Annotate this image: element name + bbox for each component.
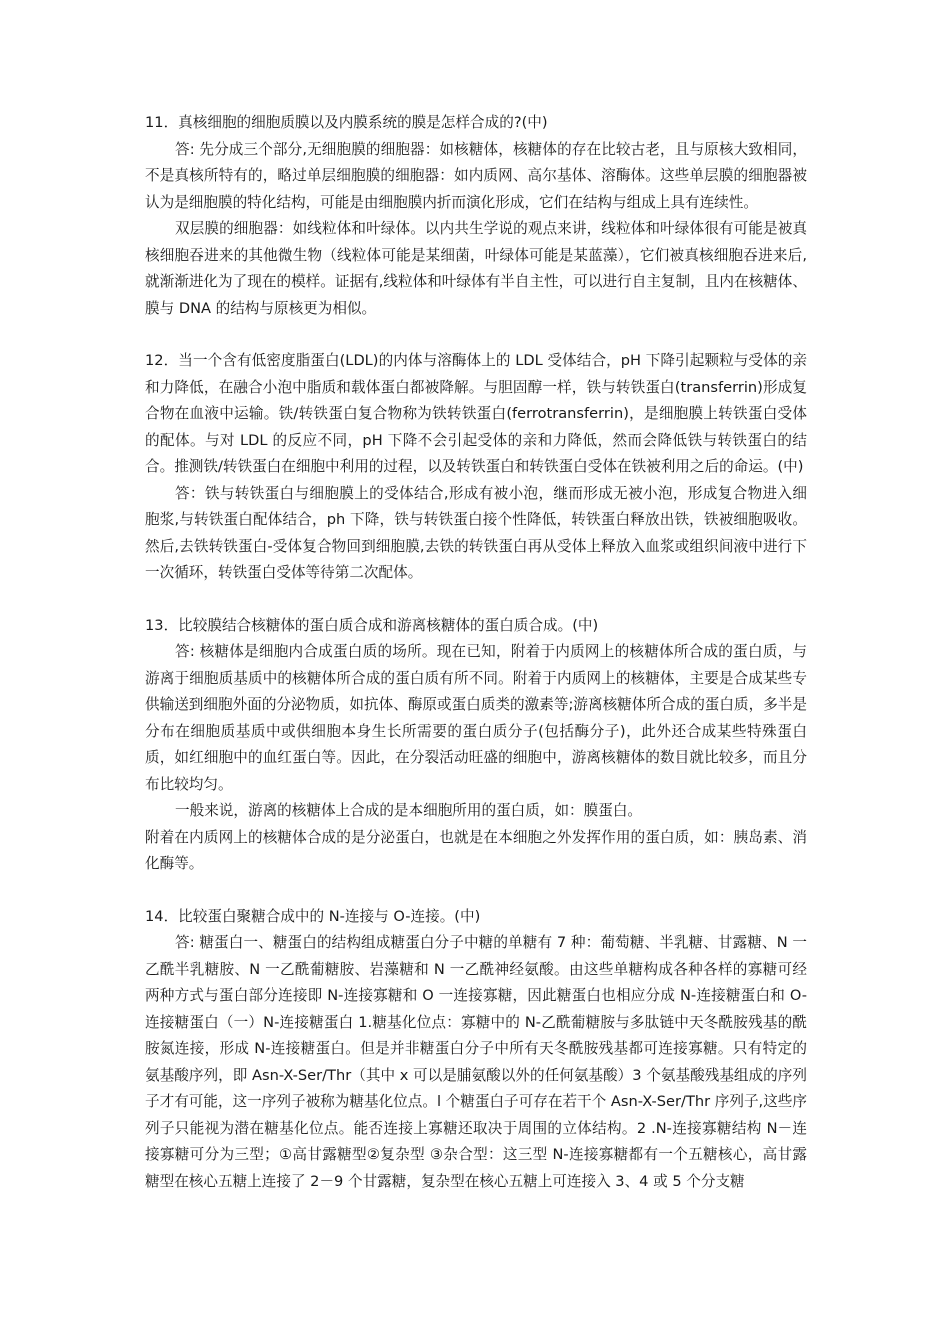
- question-14-title: 14．比较蛋白聚糖合成中的 N-连接与 O-连接。(中): [145, 907, 481, 925]
- question-14-section: [145, 904, 807, 1196]
- question-13-title: 13．比较膜结合核糖体的蛋白质合成和游离核糖体的蛋白质合成。(中): [145, 616, 599, 634]
- question-12-section: [145, 348, 807, 587]
- answer-11-paragraph-1: 答: 先分成三个部分,无细胞膜的细胞器：如核糖体，核糖体的存在比较古老，且与原核大致相同，不是真核所特有的，略过单层细胞膜的细胞器：如内质网、高尔基体、溶酶体。这些单层膜的细胞器被认为是细胞膜的特化结构，可能是由细胞膜内折而演化形成，它们在结构与组成上具有连续性。: [145, 140, 807, 211]
- question-11-section: [145, 110, 807, 322]
- answer-14-paragraph-1: 答: 糖蛋白一、糖蛋白的结构组成糖蛋白分子中糖的单糖有 7 种：葡萄糖、半乳糖、甘露糖、N 一乙酰半乳糖胺、N 一乙酰葡糖胺、岩藻糖和 N 一乙酰神经氨酸。由这些单糖构成各种各样的寡糖可经两种方式与蛋白部分连接即 N-连接寡糖和 O 一连接寡糖，因此糖蛋白也相应分成 N-连接糖蛋白和 O-连接糖蛋白（一）N-连接糖蛋白 1.糖基化位点：寡糖中的 N-乙酰葡糖胺与多肽链中天冬酰胺残基的酰胺氮连接，形成 N-连接糖蛋白。但是并非糖蛋白分子中所有天冬酰胺残基都可连接寡糖。只有特定的氨基酸序列，即 Asn-X-Ser/Thr（其中 x 可以是脯氨酸以外的任何氨基酸）3 个氨基酸残基组成的序列子才有可能，这一序列子被称为糖基化位点。l 个糖蛋白子可存在若干个 Asn-X-Ser/Thr 序列子,这些序列子只能视为潜在糖基化位点。能否连接上寡糖还取决于周围的立体结构。2 .N-连接寡糖结构 N－连接寡糖可分为三型；①高甘露糖型②复杂型 ③杂合型：这三型 N-连接寡糖都有一个五糖核心，高甘露糖型在核心五糖上连接了 2－9 个甘露糖，复杂型在核心五糖上可连接入 3、4 或 5 个分支糖: [145, 934, 807, 1190]
- question-12-title: 12．当一个含有低密度脂蛋白(LDL)的内体与溶酶体上的 LDL 受体结合，pH 下降引起颗粒与受体的亲和力降低，在融合小泡中脂质和载体蛋白都被降解。与胆固醇一样，铁与转铁蛋白(transferrin)形成复合物在血液中运输。铁/转铁蛋白复合物称为铁转铁蛋白(ferrotransferrin)，是细胞膜上转铁蛋白受体的配体。与对 LDL 的反应不同，pH 下降不会引起受体的亲和力降低，然而会降低铁与转铁蛋白的结合。推测铁/转铁蛋白在细胞中利用的过程，以及转铁蛋白和转铁蛋白受体在铁被利用之后的命运。(中): [145, 352, 807, 475]
- answer-13-paragraph-1: 答: 核糖体是细胞内合成蛋白质的场所。现在已知，附着于内质网上的核糖体所合成的蛋白质，与游离于细胞质基质中的核糖体所合成的蛋白质有所不同。附着于内质网上的核糖体，主要是合成某些专供输送到细胞外面的分泌物质，如抗体、酶原或蛋白质类的激素等;游离核糖体所合成的蛋白质，多半是分布在细胞质基质中或供细胞本身生长所需要的蛋白质分子(包括酶分子)，此外还合成某些特殊蛋白质，如红细胞中的血红蛋白等。因此，在分裂活动旺盛的细胞中，游离核糖体的数目就比较多，而且分布比较均匀。: [145, 643, 807, 793]
- question-13-section: [145, 613, 807, 878]
- question-11-title: 11．真核细胞的细胞质膜以及内膜系统的膜是怎样合成的?(中): [145, 114, 548, 131]
- answer-13-paragraph-2: 一般来说，游离的核糖体上合成的是本细胞所用的蛋白质，如：膜蛋白。: [175, 802, 643, 819]
- answer-13-paragraph-3: 附着在内质网上的核糖体合成的是分泌蛋白，也就是在本细胞之外发挥作用的蛋白质，如：胰岛素、消化酶等。: [145, 828, 807, 872]
- answer-11-paragraph-2: 双层膜的细胞器：如线粒体和叶绿体。以内共生学说的观点来讲，线粒体和叶绿体很有可能是被真核细胞吞进来的其他微生物（线粒体可能是某细菌，叶绿体可能是某蓝藻），它们被真核细胞吞进来后,就渐渐进化为了现在的模样。证据有,线粒体和叶绿体有半自主性，可以进行自主复制，且内在核糖体、膜与 DNA 的结构与原核更为相似。: [145, 220, 807, 317]
- document-body: [145, 110, 807, 1221]
- answer-12-paragraph-1: 答：铁与转铁蛋白与细胞膜上的受体结合,形成有被小泡，继而形成无被小泡，形成复合物进入细胞浆,与转铁蛋白配体结合，ph 下降，铁与转铁蛋白接个性降低，转铁蛋白释放出铁，铁被细胞吸收。然后,去铁转铁蛋白-受体复合物回到细胞膜,去铁的转铁蛋白再从受体上释放入血浆或组织间液中进行下一次循环，转铁蛋白受体等待第二次配体。: [145, 484, 807, 581]
